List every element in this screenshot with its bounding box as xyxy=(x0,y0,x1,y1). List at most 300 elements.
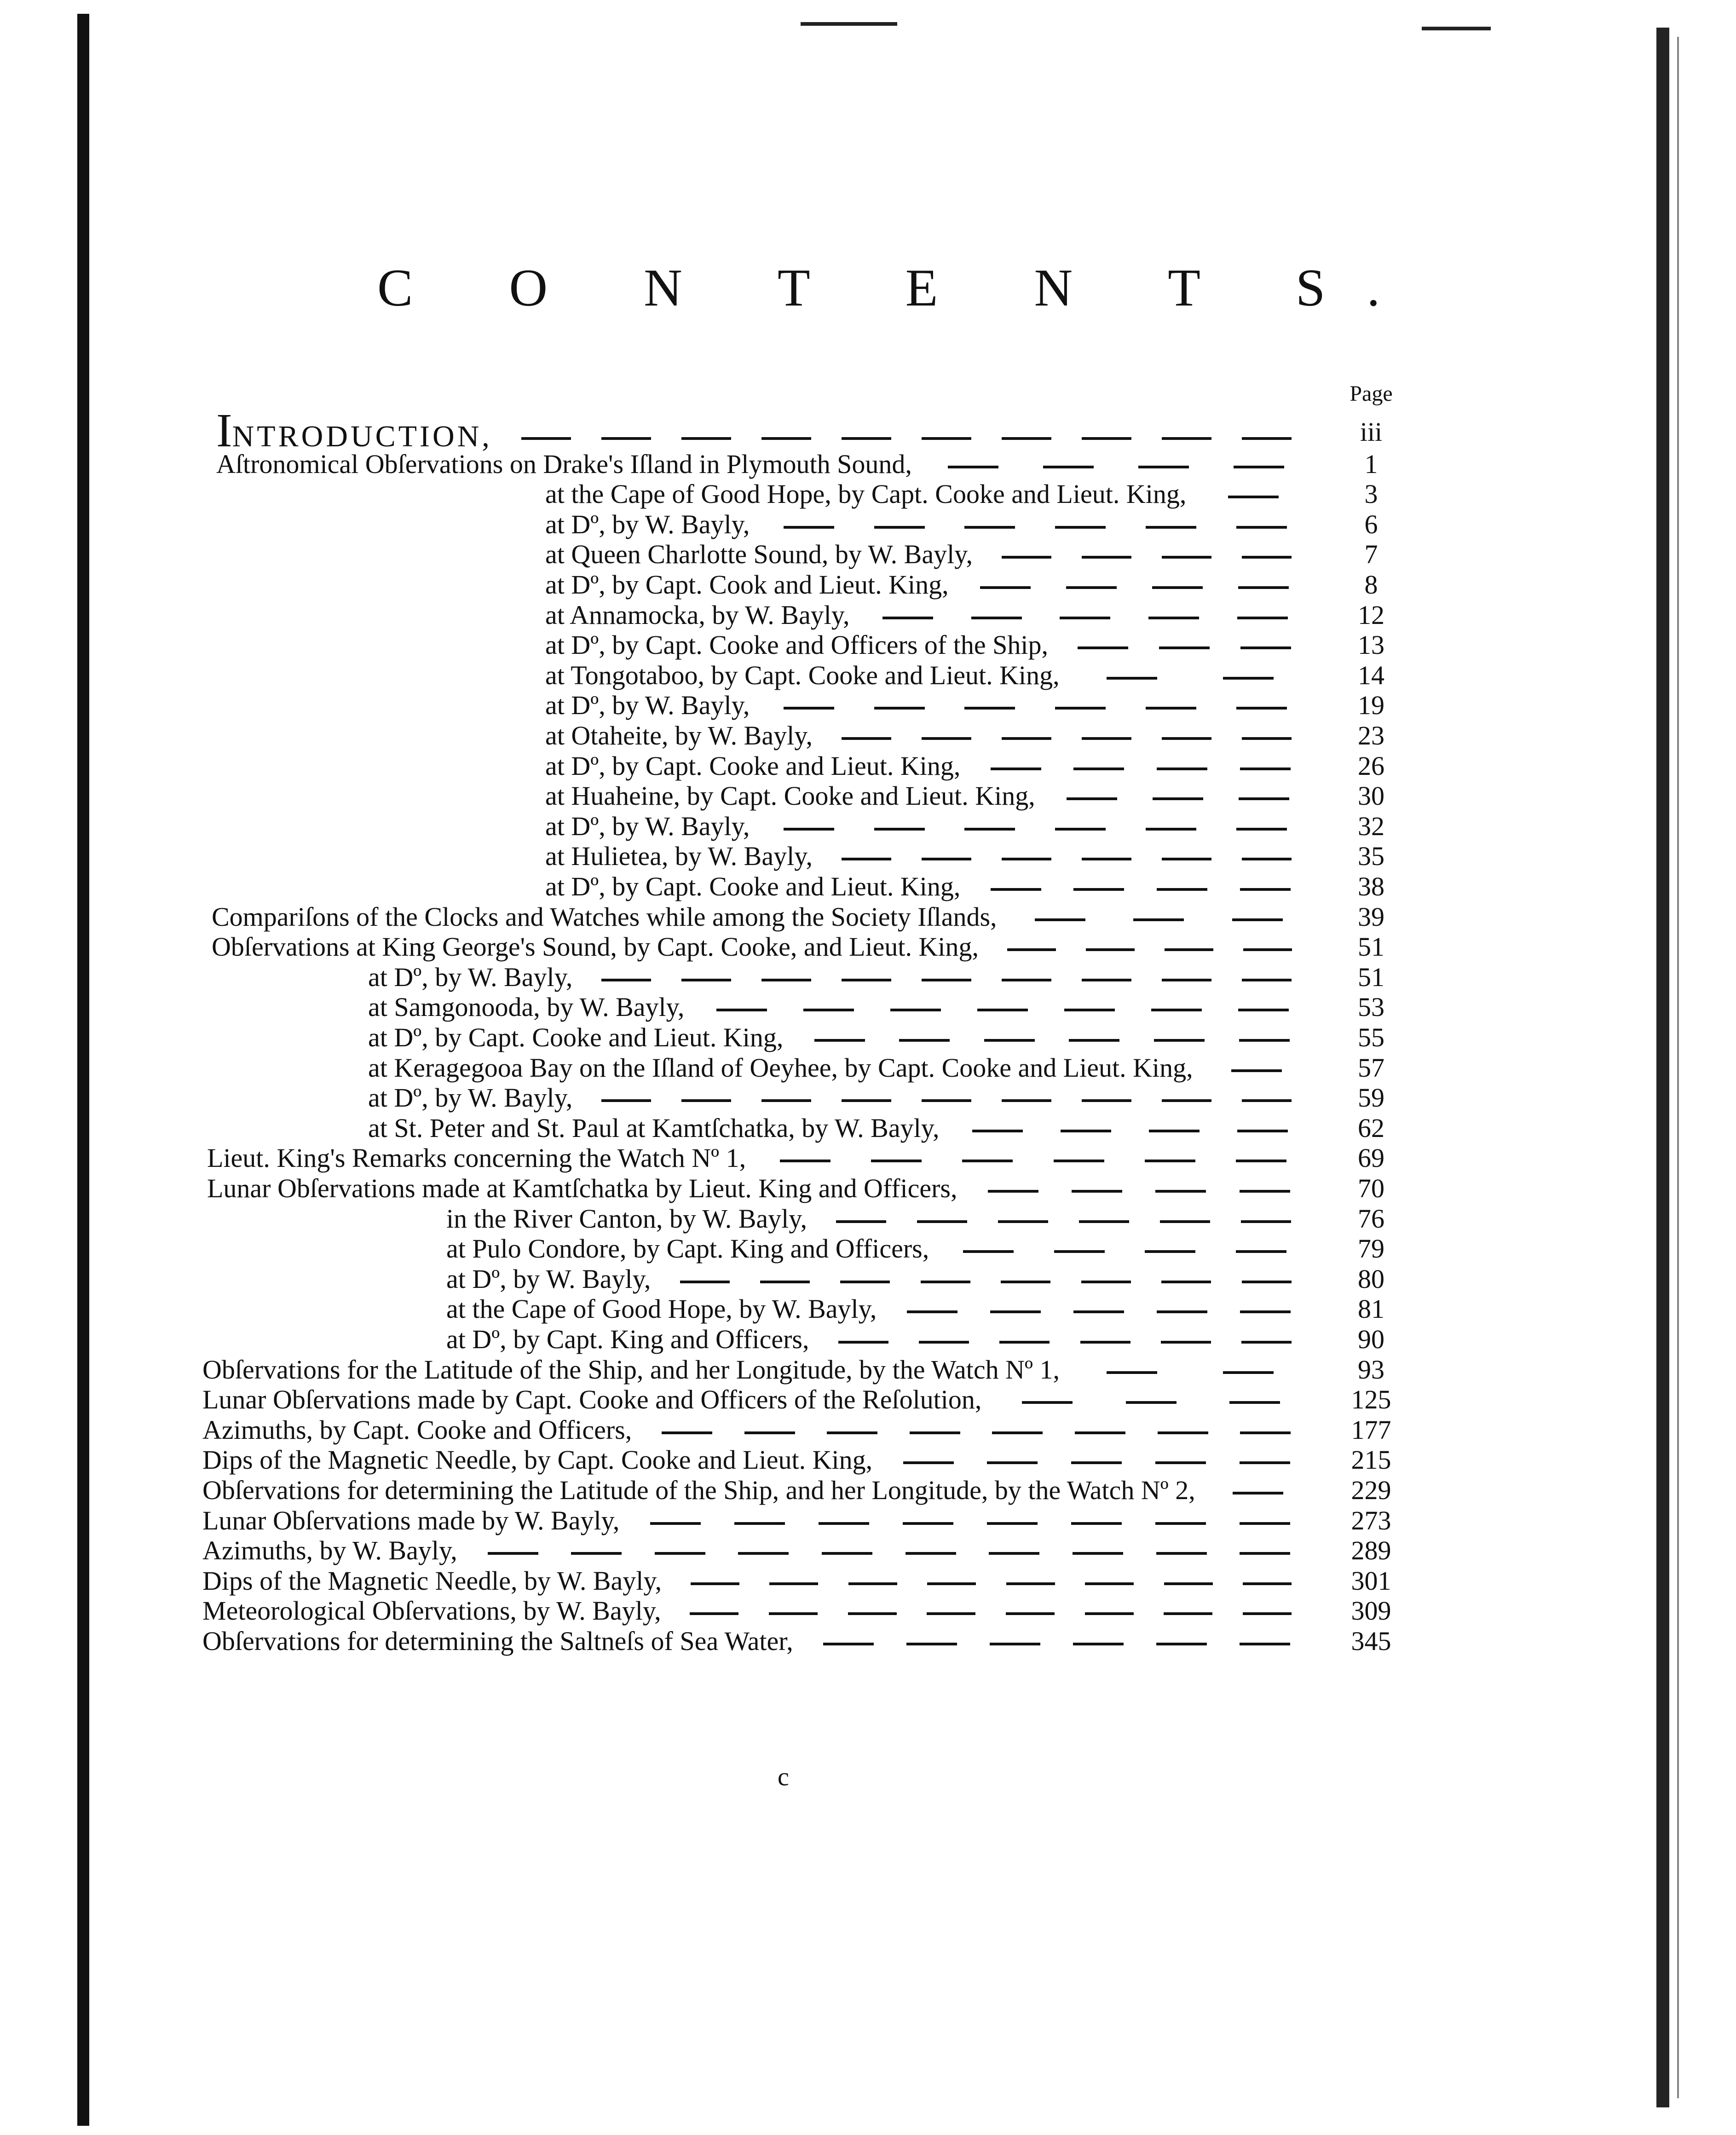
leader-dash xyxy=(1231,1069,1282,1072)
leader-dash xyxy=(1240,646,1291,649)
toc-entry: at Keragegooa Bay on the Iſland of Oeyhee, by Capt. Cooke and Lieut. King, xyxy=(368,1053,1193,1083)
page-column-header: Page xyxy=(1350,381,1393,406)
toc-entry: at Dº, by W. Bayly, xyxy=(545,690,750,720)
leader-dash xyxy=(1138,466,1189,468)
leader-dash xyxy=(784,526,834,529)
leader-dash xyxy=(927,1582,976,1585)
leader-dash xyxy=(1240,1431,1291,1434)
leader-dash xyxy=(1155,1190,1206,1193)
leader-dash xyxy=(1080,1341,1130,1344)
page-number: 55 xyxy=(1358,1022,1384,1052)
leader-dash xyxy=(488,1552,538,1555)
leader-dash xyxy=(842,1099,891,1102)
leader-dash xyxy=(1161,1281,1211,1283)
leader-dash xyxy=(1107,677,1157,680)
leader-dash xyxy=(1155,1522,1206,1525)
leader-dash xyxy=(1240,888,1291,891)
leader-dash xyxy=(1002,979,1051,981)
leader-dash xyxy=(1006,1612,1055,1615)
toc-entry: at Dº, by W. Bayly, xyxy=(368,962,573,992)
page-number: 30 xyxy=(1358,781,1384,811)
toc-entry: Lunar Obſervations made at Kamtſchatka by Lieut. King and Officers, xyxy=(207,1173,957,1203)
leader-dash xyxy=(1146,828,1196,831)
page-number: 1 xyxy=(1364,449,1378,479)
page-number: 309 xyxy=(1351,1596,1391,1626)
leader-dash xyxy=(1081,1281,1131,1283)
leader-dash xyxy=(822,1552,872,1555)
leader-dash xyxy=(980,586,1031,589)
leader-dash xyxy=(842,979,891,981)
page-number: 51 xyxy=(1358,962,1384,992)
leader-dash xyxy=(842,737,891,740)
page-number: 12 xyxy=(1358,600,1384,630)
leader-dash xyxy=(836,1220,886,1223)
leader-dash xyxy=(1148,617,1199,619)
leader-dash xyxy=(1158,1431,1208,1434)
page-number: 53 xyxy=(1358,992,1384,1022)
leader-dash xyxy=(899,1039,950,1042)
leader-dash xyxy=(922,737,971,740)
leader-dash xyxy=(1164,1582,1213,1585)
leader-dash xyxy=(1240,767,1291,770)
page-number: 32 xyxy=(1358,811,1384,841)
leader-dash xyxy=(1240,1190,1290,1193)
page-number: iii xyxy=(1360,417,1383,447)
toc-entry: at Hulietea, by W. Bayly, xyxy=(545,841,813,871)
leader-dash xyxy=(990,1310,1041,1313)
page-number: 39 xyxy=(1358,902,1384,932)
toc-entry: at Dº, by Capt. Cook and Lieut. King, xyxy=(545,570,949,600)
toc-entry: at Otaheite, by W. Bayly, xyxy=(545,721,813,750)
leader-dash xyxy=(1085,1612,1134,1615)
leader-dash xyxy=(819,1522,869,1525)
leader-dash xyxy=(842,858,891,860)
leader-dash xyxy=(738,1552,789,1555)
leader-dash xyxy=(1153,797,1203,800)
toc-entry: Azimuths, by Capt. Cooke and Officers, xyxy=(202,1415,632,1445)
leader-dash xyxy=(1086,948,1135,951)
toc-entry: Obſervations for determining the Latitude of the Ship, and her Longitude, by the Watch Nº 2, xyxy=(202,1475,1195,1505)
leader-dash xyxy=(874,707,925,710)
leader-dash xyxy=(988,1190,1038,1193)
leader-dash xyxy=(1155,1461,1206,1464)
leader-dash xyxy=(838,1341,888,1344)
leader-dash xyxy=(848,1582,897,1585)
leader-dash xyxy=(1073,888,1124,891)
leader-dash xyxy=(1078,646,1128,649)
leader-dash xyxy=(1022,1401,1073,1404)
leader-dash xyxy=(1073,767,1124,770)
page-number: 51 xyxy=(1358,932,1384,962)
leader-dash xyxy=(842,437,891,440)
leader-dash xyxy=(991,888,1041,891)
toc-entry: at Dº, by W. Bayly, xyxy=(446,1264,651,1294)
page-number: 19 xyxy=(1358,690,1384,720)
leader-dash xyxy=(917,1220,967,1223)
toc-entry: at Tongotaboo, by Capt. Cooke and Lieut. King, xyxy=(545,660,1060,690)
leader-dash xyxy=(1001,1281,1050,1283)
leader-dash xyxy=(691,1582,739,1585)
toc-entry: INTRODUCTION, xyxy=(216,404,492,457)
leader-dash xyxy=(1082,556,1131,559)
leader-dash xyxy=(1061,1130,1111,1132)
leader-dash xyxy=(761,437,811,440)
leader-dash xyxy=(1082,1099,1131,1102)
leader-dash xyxy=(1162,437,1211,440)
leader-dash xyxy=(761,979,811,981)
leader-dash xyxy=(1073,1552,1123,1555)
leader-dash xyxy=(971,617,1022,619)
leader-dash xyxy=(1146,707,1196,710)
leader-dash xyxy=(987,1461,1038,1464)
leader-dash xyxy=(1071,1461,1122,1464)
leader-dash xyxy=(823,1643,874,1645)
toc-entry: Meteorological Obſervations, by W. Bayly, xyxy=(202,1596,661,1626)
toc-entry: Compariſons of the Clocks and Watches while among the Society Iſlands, xyxy=(212,902,997,932)
toc-entry: at Dº, by W. Bayly, xyxy=(545,811,750,841)
leader-dash xyxy=(1242,556,1292,559)
toc-entry: Lieut. King's Remarks concerning the Watch Nº 1, xyxy=(207,1143,746,1173)
leader-dash xyxy=(907,1310,957,1313)
page-title: C O N T E N T S. xyxy=(377,259,1422,317)
leader-dash xyxy=(1237,617,1288,619)
leader-dash xyxy=(1238,586,1289,589)
leader-dash xyxy=(1242,979,1292,981)
toc-entry: Azimuths, by W. Bayly, xyxy=(202,1535,457,1565)
leader-dash xyxy=(903,1522,953,1525)
leader-dash xyxy=(601,437,651,440)
leader-dash xyxy=(1162,1099,1211,1102)
page-number: 14 xyxy=(1358,660,1384,690)
leader-dash xyxy=(521,437,571,440)
page-number: 13 xyxy=(1358,630,1384,660)
leader-dash xyxy=(874,526,925,529)
leader-dash xyxy=(1236,707,1287,710)
leader-dash xyxy=(922,437,971,440)
page-number: 345 xyxy=(1351,1626,1391,1656)
toc-entry: at Dº, by Capt. King and Officers, xyxy=(446,1324,809,1354)
toc-entry: at St. Peter and St. Paul at Kamtſchatka, by W. Bayly, xyxy=(368,1113,940,1143)
toc-entry: Dips of the Magnetic Needle, by W. Bayly, xyxy=(202,1566,662,1596)
toc-entry: at Annamocka, by W. Bayly, xyxy=(545,600,850,630)
leader-dash xyxy=(984,1039,1035,1042)
leader-dash xyxy=(1242,437,1292,440)
leader-dash xyxy=(1079,1220,1129,1223)
leader-dash xyxy=(1126,1401,1177,1404)
leader-dash xyxy=(1073,1310,1124,1313)
leader-dash xyxy=(1073,1643,1124,1645)
leader-dash xyxy=(1243,948,1292,951)
leader-dash xyxy=(1240,1310,1291,1313)
page-number: 57 xyxy=(1358,1053,1384,1083)
leader-dash xyxy=(962,1160,1013,1162)
toc-entry: at Pulo Condore, by Capt. King and Officers, xyxy=(446,1234,929,1264)
toc-entry: at the Cape of Good Hope, by Capt. Cooke and Lieut. King, xyxy=(545,479,1187,509)
leader-dash xyxy=(784,828,834,831)
toc-entry: at the Cape of Good Hope, by W. Bayly, xyxy=(446,1294,877,1324)
leader-dash xyxy=(903,1461,954,1464)
leader-dash xyxy=(990,1643,1040,1645)
leader-dash xyxy=(1060,617,1110,619)
toc-entry: at Queen Charlotte Sound, by W. Bayly, xyxy=(545,539,973,569)
leader-dash xyxy=(1067,797,1117,800)
leader-dash xyxy=(814,1039,865,1042)
leader-dash xyxy=(989,1552,1039,1555)
leader-dash xyxy=(963,1250,1014,1253)
signature-mark: c xyxy=(778,1763,789,1791)
page-number: 90 xyxy=(1358,1324,1384,1354)
leader-dash xyxy=(1043,466,1094,468)
leader-dash xyxy=(655,1552,705,1555)
page-number: 23 xyxy=(1358,721,1384,750)
toc-entry: at Samgonooda, by W. Bayly, xyxy=(368,992,685,1022)
leader-dash xyxy=(1238,1009,1289,1011)
leader-dash xyxy=(1071,1522,1122,1525)
leader-dash xyxy=(761,1099,811,1102)
toc-entry: at Huaheine, by Capt. Cooke and Lieut. King, xyxy=(545,781,1035,811)
leader-dash xyxy=(1242,1099,1292,1102)
leader-dash xyxy=(1156,1643,1207,1645)
leader-dash xyxy=(744,1431,795,1434)
leader-dash xyxy=(784,707,834,710)
leader-dash xyxy=(734,1522,785,1525)
leader-dash xyxy=(1243,1582,1292,1585)
leader-dash xyxy=(1151,1009,1202,1011)
leader-dash xyxy=(848,1612,897,1615)
leader-dash xyxy=(1228,496,1279,498)
leader-dash xyxy=(964,707,1015,710)
leader-dash xyxy=(922,1099,971,1102)
leader-dash xyxy=(964,828,1015,831)
leader-dash xyxy=(1055,828,1106,831)
leader-dash xyxy=(1165,948,1213,951)
leader-dash xyxy=(680,1281,730,1283)
leader-dash xyxy=(905,1552,956,1555)
page-number: 93 xyxy=(1358,1355,1384,1385)
leader-dash xyxy=(1157,767,1207,770)
page-number: 289 xyxy=(1351,1535,1391,1565)
leader-dash xyxy=(1133,918,1184,921)
toc-entry: at Dº, by Capt. Cooke and Lieut. King, xyxy=(545,751,961,781)
leader-dash xyxy=(1236,1160,1286,1162)
leader-dash xyxy=(1152,586,1203,589)
leader-dash xyxy=(1002,858,1051,860)
leader-dash xyxy=(1072,1190,1122,1193)
leader-dash xyxy=(906,1643,957,1645)
page-number: 79 xyxy=(1358,1234,1384,1264)
leader-dash xyxy=(1240,1522,1290,1525)
leader-dash xyxy=(1002,556,1051,559)
page-number: 70 xyxy=(1358,1173,1384,1203)
leader-dash xyxy=(1236,1250,1286,1253)
leader-dash xyxy=(1241,1341,1292,1344)
leader-dash xyxy=(964,526,1015,529)
toc-entry: at Dº, by W. Bayly, xyxy=(545,509,750,539)
leader-dash xyxy=(948,466,998,468)
leader-dash xyxy=(1146,526,1196,529)
toc-entry: Obſervations at King George's Sound, by Capt. Cooke, and Lieut. King, xyxy=(212,932,979,962)
leader-dash xyxy=(1156,1552,1207,1555)
page-number: 229 xyxy=(1351,1475,1391,1505)
leader-dash xyxy=(803,1009,854,1011)
leader-dash xyxy=(1082,858,1131,860)
leader-dash xyxy=(827,1431,877,1434)
leader-dash xyxy=(871,1160,922,1162)
leader-dash xyxy=(1240,1461,1290,1464)
leader-dash xyxy=(681,1099,731,1102)
leader-dash xyxy=(1161,1341,1211,1344)
leader-dash xyxy=(987,1522,1038,1525)
leader-dash xyxy=(1006,1582,1055,1585)
leader-dash xyxy=(1241,1220,1291,1223)
leader-dash xyxy=(662,1431,712,1434)
leader-dash xyxy=(1236,526,1287,529)
page-number: 76 xyxy=(1358,1204,1384,1234)
leader-dash xyxy=(1064,1009,1115,1011)
leader-dash xyxy=(1234,466,1284,468)
leader-dash xyxy=(1243,1612,1292,1615)
leader-dash xyxy=(760,1281,810,1283)
leader-dash xyxy=(571,1552,622,1555)
page-number: 81 xyxy=(1358,1294,1384,1324)
leader-dash xyxy=(927,1612,975,1615)
page-number: 80 xyxy=(1358,1264,1384,1294)
leader-dash xyxy=(1082,979,1131,981)
toc-entry: Obſervations for determining the Saltneſs of Sea Water, xyxy=(202,1626,793,1656)
leader-dash xyxy=(1240,1643,1290,1645)
page-number: 35 xyxy=(1358,841,1384,871)
leader-dash xyxy=(1162,979,1211,981)
leader-dash xyxy=(1237,1130,1288,1132)
leader-dash xyxy=(1236,828,1287,831)
leader-dash xyxy=(1055,707,1106,710)
toc-entry: Lunar Obſervations made by Capt. Cooke and Officers of the Reſolution, xyxy=(202,1385,982,1414)
page-number: 62 xyxy=(1358,1113,1384,1143)
leader-dash xyxy=(910,1431,960,1434)
leader-dash xyxy=(921,1281,970,1283)
page-number: 3 xyxy=(1364,479,1378,509)
toc-entry: at Dº, by Capt. Cooke and Officers of the Ship, xyxy=(545,630,1048,660)
leader-dash xyxy=(999,1341,1050,1344)
leader-dash xyxy=(1055,526,1106,529)
leader-dash xyxy=(1107,1371,1157,1374)
leader-dash xyxy=(1239,1039,1290,1042)
leader-dash xyxy=(1002,1099,1051,1102)
leader-dash xyxy=(681,437,731,440)
leader-dash xyxy=(1239,797,1289,800)
leader-dash xyxy=(1149,1130,1200,1132)
leader-dash xyxy=(890,1009,941,1011)
leader-dash xyxy=(991,767,1041,770)
leader-dash xyxy=(780,1160,831,1162)
leader-dash xyxy=(1232,918,1283,921)
leader-dash xyxy=(1075,1431,1125,1434)
leader-dash xyxy=(1002,437,1051,440)
toc-entry: at Dº, by Capt. Cooke and Lieut. King, xyxy=(545,871,961,901)
leader-dash xyxy=(882,617,933,619)
toc-entry: in the River Canton, by W. Bayly, xyxy=(446,1204,807,1234)
toc-entry: Obſervations for the Latitude of the Ship, and her Longitude, by the Watch Nº 1, xyxy=(202,1355,1060,1385)
leader-dash xyxy=(1233,1492,1283,1494)
leader-dash xyxy=(972,1130,1023,1132)
page-number: 6 xyxy=(1364,509,1378,539)
leader-dash xyxy=(1162,737,1211,740)
leader-dash xyxy=(977,1009,1028,1011)
leader-dash xyxy=(1229,1401,1280,1404)
leader-dash xyxy=(769,1582,818,1585)
leader-dash xyxy=(1035,918,1085,921)
leader-dash xyxy=(1164,1612,1212,1615)
page-number: 177 xyxy=(1351,1415,1391,1445)
toc-entry: at Dº, by Capt. Cooke and Lieut. King, xyxy=(368,1022,784,1052)
leader-dash xyxy=(1145,1160,1195,1162)
leader-dash xyxy=(1223,677,1274,680)
leader-dash xyxy=(1082,437,1131,440)
leader-dash xyxy=(1054,1160,1104,1162)
leader-dash xyxy=(1242,858,1292,860)
leader-dash xyxy=(681,979,731,981)
leader-dash xyxy=(1160,1220,1210,1223)
leader-dash xyxy=(1157,888,1207,891)
page-number: 69 xyxy=(1358,1143,1384,1173)
leader-dash xyxy=(1054,1250,1105,1253)
leader-dash xyxy=(1159,646,1210,649)
leader-dash xyxy=(1066,586,1117,589)
leader-dash xyxy=(919,1341,969,1344)
leader-dash xyxy=(769,1612,818,1615)
toc-entry: Aſtronomical Obſervations on Drake's Iſland in Plymouth Sound, xyxy=(216,449,912,479)
page-number: 215 xyxy=(1351,1445,1391,1475)
toc-entry: Dips of the Magnetic Needle, by Capt. Cooke and Lieut. King, xyxy=(202,1445,873,1475)
leader-dash xyxy=(1002,737,1051,740)
leader-dash xyxy=(1082,737,1131,740)
toc-entry: at Dº, by W. Bayly, xyxy=(368,1083,573,1113)
toc-entry: Lunar Obſervations made by W. Bayly, xyxy=(202,1506,620,1535)
leader-dash xyxy=(1240,1552,1290,1555)
page-number: 7 xyxy=(1364,539,1378,569)
leader-dash xyxy=(922,979,971,981)
leader-dash xyxy=(1069,1039,1119,1042)
page-number: 273 xyxy=(1351,1506,1391,1535)
leader-dash xyxy=(716,1009,767,1011)
leader-dash xyxy=(1085,1582,1134,1585)
leader-dash xyxy=(1162,556,1211,559)
leader-dash xyxy=(840,1281,890,1283)
leader-dash xyxy=(922,858,971,860)
page-number: 59 xyxy=(1358,1083,1384,1113)
leader-dash xyxy=(1162,858,1211,860)
leader-dash xyxy=(1242,1281,1292,1283)
leader-dash xyxy=(1223,1371,1274,1374)
leader-dash xyxy=(650,1522,701,1525)
leader-dash xyxy=(1145,1250,1195,1253)
page-number: 125 xyxy=(1351,1385,1391,1414)
leader-dash xyxy=(998,1220,1048,1223)
leader-dash xyxy=(1007,948,1056,951)
leader-dash xyxy=(690,1612,738,1615)
leader-dash xyxy=(1242,737,1292,740)
page-number: 301 xyxy=(1351,1566,1391,1596)
leader-dash xyxy=(874,828,925,831)
leader-dash xyxy=(1154,1039,1205,1042)
page-number: 26 xyxy=(1358,751,1384,781)
page-number: 8 xyxy=(1364,570,1378,600)
leader-dash xyxy=(1157,1310,1207,1313)
leader-dash xyxy=(601,979,651,981)
leader-dash xyxy=(992,1431,1043,1434)
leader-dash xyxy=(601,1099,651,1102)
page-number: 38 xyxy=(1358,871,1384,901)
